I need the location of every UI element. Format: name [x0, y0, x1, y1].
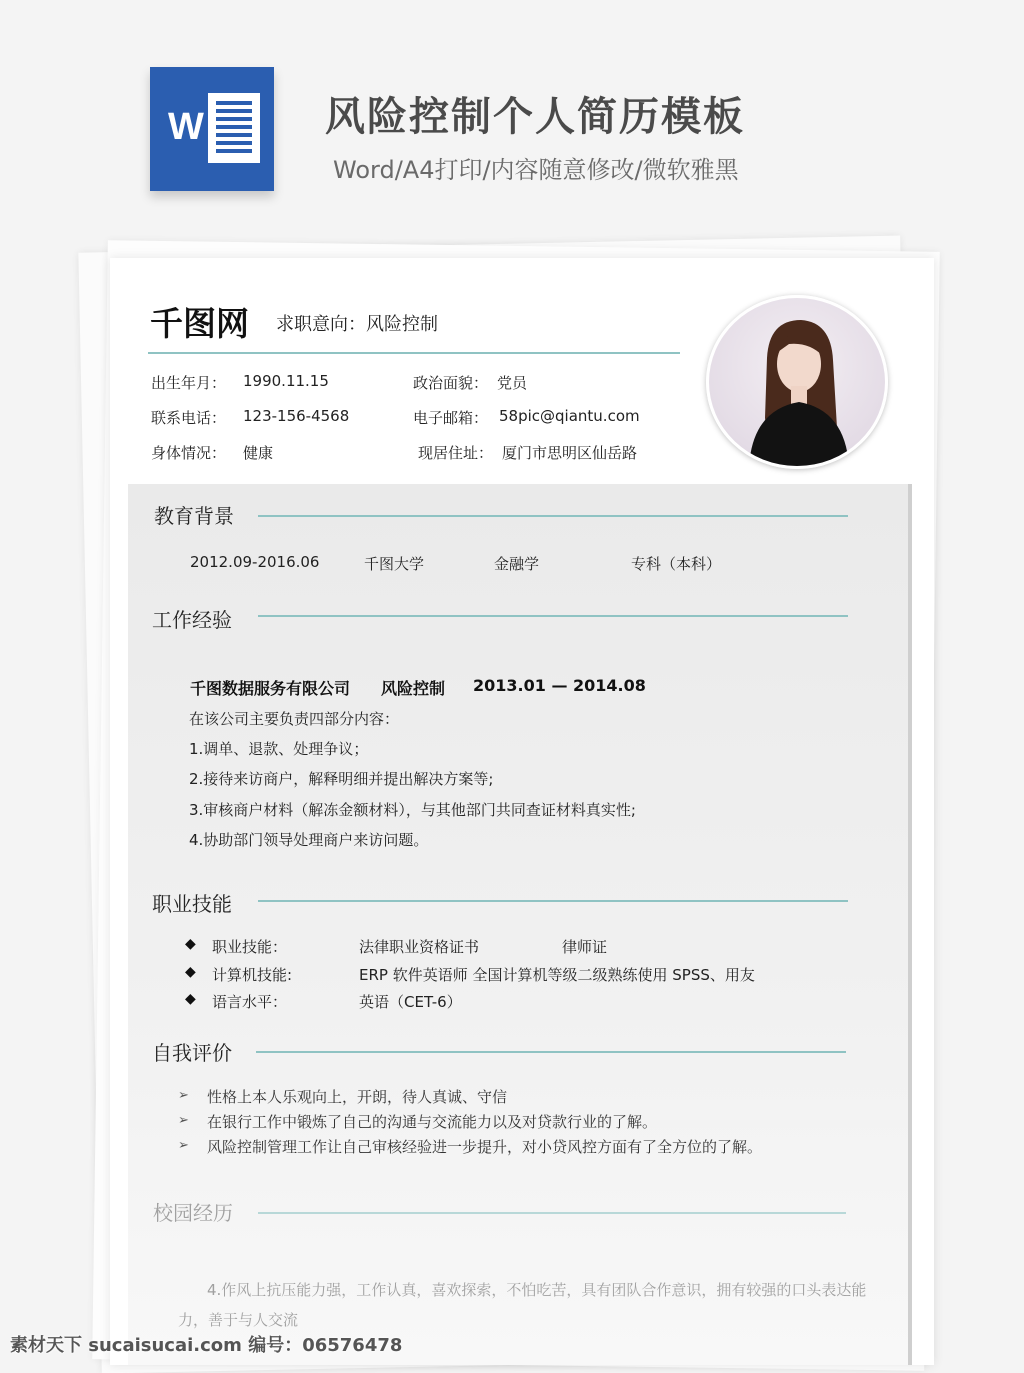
self-eval-section-title: 自我评价	[152, 1041, 232, 1065]
candidate-name: 千图网	[150, 304, 249, 343]
work-duty: 1.调单、退款、处理争议；	[189, 740, 369, 758]
skill-extra: 律师证	[562, 938, 608, 956]
address-label: 现居住址：	[418, 444, 494, 462]
campus-divider	[258, 1212, 846, 1214]
politics-value: 党员	[497, 374, 528, 392]
page-title: 风险控制个人简历模板	[325, 94, 745, 140]
skills-section-title: 职业技能	[152, 892, 232, 916]
diamond-bullet-icon: ◆	[185, 936, 196, 952]
work-position: 风险控制	[381, 679, 446, 698]
self-eval-divider	[256, 1051, 846, 1053]
health-value: 健康	[243, 444, 274, 462]
diamond-bullet-icon: ◆	[185, 964, 196, 980]
skill-label: 语言水平：	[212, 993, 288, 1011]
work-duty: 2.接待来访商户，解释明细并提出解决方案等;	[189, 770, 494, 788]
work-duty: 4.协助部门领导处理商户来访问题。	[189, 831, 429, 849]
education-major: 金融学	[494, 555, 540, 573]
watermark-text: 素材天下 sucaisucai.com 编号：06576478	[10, 1335, 403, 1356]
skill-value: 法律职业资格证书	[359, 938, 480, 956]
arrow-bullet-icon: ➢	[178, 1088, 189, 1103]
campus-text-line2: 力，善于与人交流	[178, 1311, 299, 1329]
work-duty: 3.审核商户材料（解冻金额材料），与其他部门共同查证材料真实性;	[189, 801, 636, 819]
education-section-title: 教育背景	[154, 504, 234, 528]
phone-label: 联系电话：	[151, 409, 227, 427]
email-label: 电子邮箱：	[413, 409, 489, 427]
work-intro: 在该公司主要负责四部分内容：	[189, 710, 400, 728]
campus-section-title: 校园经历	[153, 1201, 233, 1225]
job-intent: 求职意向：风险控制	[276, 314, 438, 335]
birth-label: 出生年月：	[151, 374, 227, 392]
address-value: 厦门市思明区仙岳路	[502, 444, 638, 462]
self-eval-item: 性格上本人乐观向上，开朗，待人真诚、守信	[207, 1088, 508, 1106]
work-section-title: 工作经验	[152, 608, 232, 632]
birth-value: 1990.11.15	[243, 372, 329, 390]
phone-value: 123-156-4568	[243, 407, 350, 425]
work-period: 2013.01 — 2014.08	[473, 676, 646, 695]
skill-label: 职业技能：	[212, 938, 288, 956]
education-divider	[258, 515, 848, 517]
name-divider	[148, 352, 680, 354]
work-divider	[258, 615, 848, 617]
education-degree: 专科（本科）	[631, 555, 722, 573]
word-letter: W	[168, 106, 204, 148]
person-silhouette-icon	[709, 298, 885, 466]
skills-divider	[258, 900, 848, 902]
self-eval-item: 在银行工作中锻炼了自己的沟通与交流能力以及对贷款行业的了解。	[207, 1113, 658, 1131]
email-value: 58pic@qiantu.com	[499, 407, 640, 425]
self-eval-item: 风险控制管理工作让自己审核经验进一步提升，对小贷风控方面有了全方位的了解。	[207, 1138, 763, 1156]
work-company: 千图数据服务有限公司	[190, 679, 351, 698]
skill-value: ERP 软件英语师 全国计算机等级二级熟练使用 SPSS、用友	[359, 966, 755, 984]
skill-label: 计算机技能:	[212, 966, 293, 984]
document-page-icon	[208, 93, 260, 163]
skill-value: 英语（CET-6）	[359, 993, 462, 1011]
health-label: 身体情况：	[151, 444, 227, 462]
education-school: 千图大学	[364, 555, 425, 573]
word-document-icon	[150, 67, 274, 191]
profile-photo	[706, 295, 888, 469]
campus-text-line1: 4.作风上抗压能力强，工作认真，喜欢探索，不怕吃苦，具有团队合作意识，拥有较强的口头表达能	[207, 1281, 867, 1299]
diamond-bullet-icon: ◆	[185, 991, 196, 1007]
page-subtitle: Word/A4打印/内容随意修改/微软雅黑	[333, 156, 739, 184]
education-period: 2012.09-2016.06	[190, 553, 320, 571]
resume-body-edge	[908, 484, 912, 1365]
politics-label: 政治面貌：	[413, 374, 489, 392]
arrow-bullet-icon: ➢	[178, 1138, 189, 1153]
arrow-bullet-icon: ➢	[178, 1113, 189, 1128]
